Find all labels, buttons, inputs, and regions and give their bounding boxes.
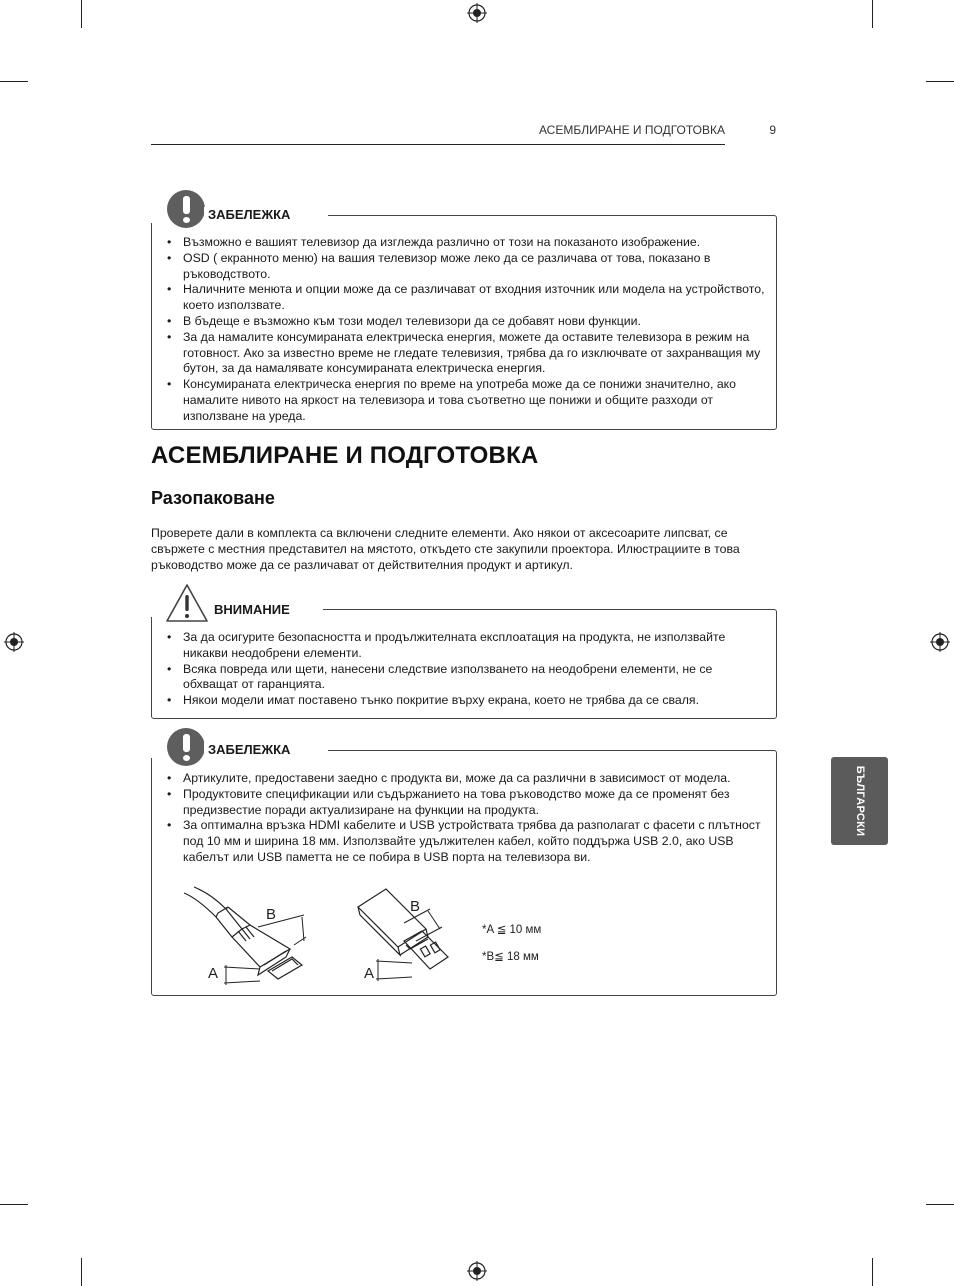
list-item: • В бъдеще е възможно към този модел телевизори да се добавят нови функции. bbox=[166, 314, 766, 330]
caution-label: ВНИМАНИЕ bbox=[210, 602, 296, 617]
note-label: ЗАБЕЛЕЖКА bbox=[204, 207, 296, 222]
crop-mark bbox=[81, 0, 82, 28]
list-item: • OSD ( екранното меню) на вашия телевизор може леко да се различава от това, показано в ръководството. bbox=[166, 251, 766, 283]
dimension-label-b: B bbox=[266, 906, 277, 923]
dimension-label-a: A bbox=[208, 965, 219, 982]
hdmi-connector-diagram bbox=[180, 885, 315, 987]
crop-mark bbox=[872, 1258, 873, 1286]
note-icon bbox=[167, 728, 205, 766]
note-icon bbox=[167, 190, 205, 228]
note-label: ЗАБЕЛЕЖКА bbox=[204, 742, 296, 757]
list-item: • Продуктовите спецификации или съдържанието на това ръководство може да се променят без предизвестие поради актуализиране на функции на продукта. bbox=[166, 787, 766, 819]
registration-mark-icon bbox=[467, 1261, 487, 1281]
list-item: • Някои модели имат поставено тънко покритие върху екрана, което не трябва да се сваля. bbox=[166, 693, 766, 709]
registration-mark-icon bbox=[467, 3, 487, 23]
note-list bbox=[166, 235, 766, 425]
crop-mark bbox=[0, 1204, 28, 1205]
list-item: • Всяка повреда или щети, нанесени следствие използването на неодобрени елементи, не се обхващат от гаранцията. bbox=[166, 662, 766, 694]
running-header: АСЕМБЛИРАНЕ И ПОДГОТОВКА bbox=[538, 123, 725, 137]
dimension-label-b: B bbox=[410, 898, 421, 915]
list-item: • Възможно е вашият телевизор да изглежда различно от този на показаното изображение. bbox=[166, 235, 766, 251]
registration-mark-icon bbox=[930, 632, 950, 652]
list-item: • Консумираната електрическа енергия по време на употреба може да се понижи значително, ако намалите нивото на яркост на телевизора и това съответно ще понижи и общите разходи от използване на уреда. bbox=[166, 377, 766, 424]
subsection-title: Разопаковане bbox=[151, 488, 275, 508]
list-item: • За да осигурите безопасността и продължителната експлоатация на продукта, не използвайте никакви неодобрени елементи. bbox=[166, 630, 766, 662]
language-tab bbox=[831, 757, 888, 845]
crop-mark bbox=[81, 1258, 82, 1286]
page-number: 9 bbox=[769, 123, 776, 137]
registration-mark-icon bbox=[4, 632, 24, 652]
section-title: АСЕМБЛИРАНЕ И ПОДГОТОВКА bbox=[151, 442, 539, 469]
header-rule bbox=[151, 144, 725, 145]
crop-mark bbox=[926, 81, 954, 82]
note-list bbox=[166, 771, 766, 866]
list-item: • Артикулите, предоставени заедно с продукта ви, може да са различни в зависимост от модела. bbox=[166, 771, 766, 787]
crop-mark bbox=[872, 0, 873, 28]
list-item: • За да намалите консумираната електрическа енергия, можете да оставите телевизора в режим на готовност. Ако за известно време не гледате телевизия, трябва да го изключвате от захранващия му бутон, за да намалявате консумираната електрическа енергия. bbox=[166, 330, 766, 377]
warning-icon bbox=[165, 583, 209, 623]
dimension-label-a: A bbox=[364, 965, 375, 982]
spec-b: *B≦ 18 мм bbox=[482, 951, 539, 963]
caution-list bbox=[166, 630, 766, 709]
list-item: • Наличните менюта и опции може да се различават от входния източник или модела на устройството, което използвате. bbox=[166, 282, 766, 314]
list-item: • За оптимална връзка HDMI кабелите и USB устройствата трябва да разполагат с фасети с плътност под 10 мм и ширина 18 мм. Използвайте удължителен кабел, който поддържа USB 2.0, ако USB кабелът или USB паметта не се побира в USB порта на телевизора ви. bbox=[166, 818, 766, 865]
intro-paragraph: Проверете дали в комплекта са включени следните елементи. Ако някои от аксесоарите липсват, се свържете с местния представител на мястото, откъдето сте закупили проектора. Илюстрациите в това ръководство може да се различават от действителния продукт и артикул. bbox=[151, 526, 740, 572]
crop-mark bbox=[926, 1204, 954, 1205]
spec-a: *A ≦ 10 мм bbox=[482, 924, 542, 936]
crop-mark bbox=[0, 81, 28, 82]
language-tab-label: БЪЛГАРСКИ bbox=[853, 765, 866, 837]
